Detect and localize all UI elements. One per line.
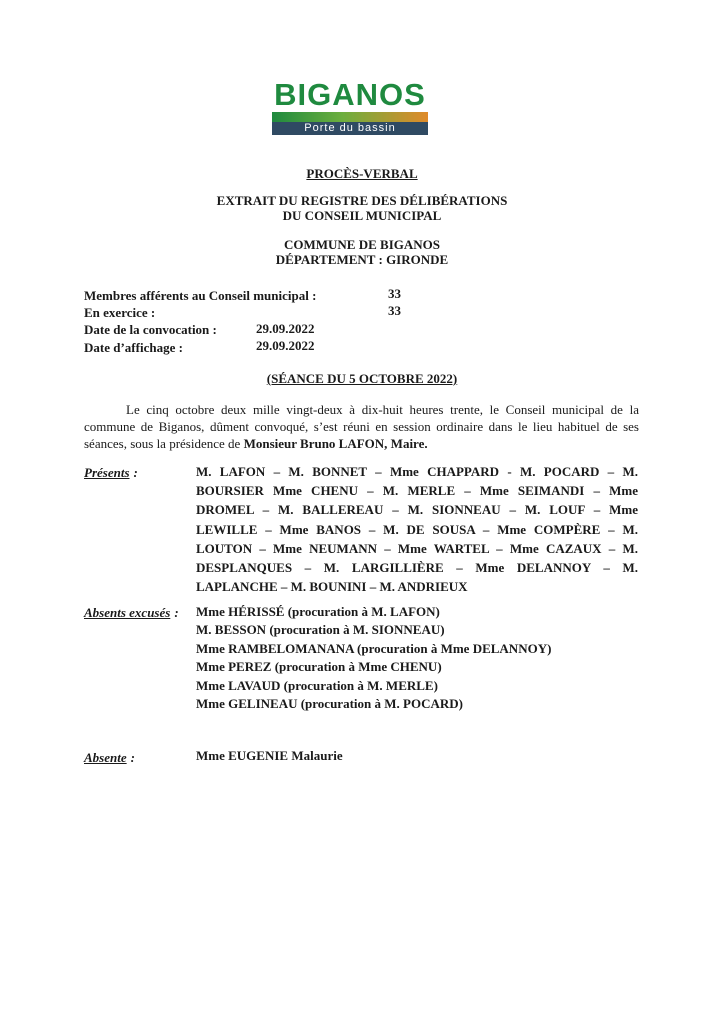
affichage-date: 29.09.2022 — [256, 338, 315, 353]
biganos-logo — [268, 78, 432, 134]
absente-name: Mme EUGENIE Malaurie — [196, 748, 343, 763]
list-item: Mme GELINEAU (procuration à M. POCARD) — [196, 696, 463, 712]
absents-excuses-colon: : — [174, 605, 179, 620]
members-value: 33 — [388, 286, 401, 301]
absents-excuses-list — [196, 603, 551, 713]
absents-excuses-heading — [84, 605, 179, 620]
logo-wordmark: BIGANOS — [274, 77, 426, 112]
list-item: M. BESSON (procuration à M. SIONNEAU) — [196, 622, 445, 638]
convocation-date: 29.09.2022 — [256, 321, 315, 336]
affichage-label: Date d’affichage : — [84, 340, 183, 355]
commune-name: COMMUNE DE BIGANOS — [283, 237, 440, 252]
list-item: Mme PEREZ (procuration à Mme CHENU) — [196, 659, 442, 675]
convocation-label: Date de la convocation : — [84, 322, 217, 337]
department-name: DÉPARTEMENT : GIRONDE — [275, 252, 449, 267]
presents-colon: : — [133, 465, 138, 480]
list-item: Mme HÉRISSÉ (procuration à M. LAFON) — [196, 604, 440, 619]
session-intro-paragraph — [84, 401, 639, 452]
absente-heading — [84, 750, 135, 765]
absente-colon: : — [130, 750, 135, 765]
exercise-label: En exercice : — [84, 305, 156, 320]
session-intro-text: Le cinq octobre deux mille vingt-deux à dix-huit heures trente, le Conseil municipal de la commune de Biganos, dûment convoqué, s’est réuni en session ordinaire dans le lieu habituel de ses séances, sous la présidence de — [84, 402, 639, 451]
session-title: (SÉANCE DU 5 OCTOBRE 2022) — [266, 371, 458, 386]
president-name: Monsieur Bruno LAFON, Maire. — [243, 436, 428, 451]
presents-list: M. LAFON – M. BONNET – Mme CHAPPARD - M. POCARD – M. BOURSIER Mme CHENU – M. MERLE – Mme SEIMANDI – Mme DROMEL – M. BALLEREAU – M. SIONNEAU – M. LOUF – Mme LEWILLE – Mme BANOS – M. DE SOUSA – Mme COMPÈRE – M. LOUTON – Mme NEUMANN – Mme WARTEL – Mme CAZAUX – M. DESPLANQUES – M. LARGILLIÈRE – Mme DELANNOY – M. LAPLANCHE – M. BOUNINI – M. ANDRIEUX — [196, 464, 638, 595]
logo-color-band — [272, 112, 428, 122]
presents-label: Présents — [84, 465, 130, 480]
logo-tagline: Porte du bassin — [272, 122, 428, 135]
register-line-2: DU CONSEIL MUNICIPAL — [282, 208, 442, 223]
presents-heading — [84, 465, 138, 480]
list-item: Mme LAVAUD (procuration à M. MERLE) — [196, 677, 438, 693]
exercise-value: 33 — [388, 303, 401, 318]
absents-excuses-label: Absents excusés — [84, 605, 171, 620]
register-line-1: EXTRAIT DU REGISTRE DES DÉLIBÉRATIONS — [216, 193, 508, 208]
list-item: Mme RAMBELOMANANA (procuration à Mme DELANNOY) — [196, 640, 552, 656]
document-title: PROCÈS-VERBAL — [306, 166, 418, 181]
absente-label: Absente — [84, 750, 127, 765]
members-label: Membres afférents au Conseil municipal : — [84, 288, 317, 303]
